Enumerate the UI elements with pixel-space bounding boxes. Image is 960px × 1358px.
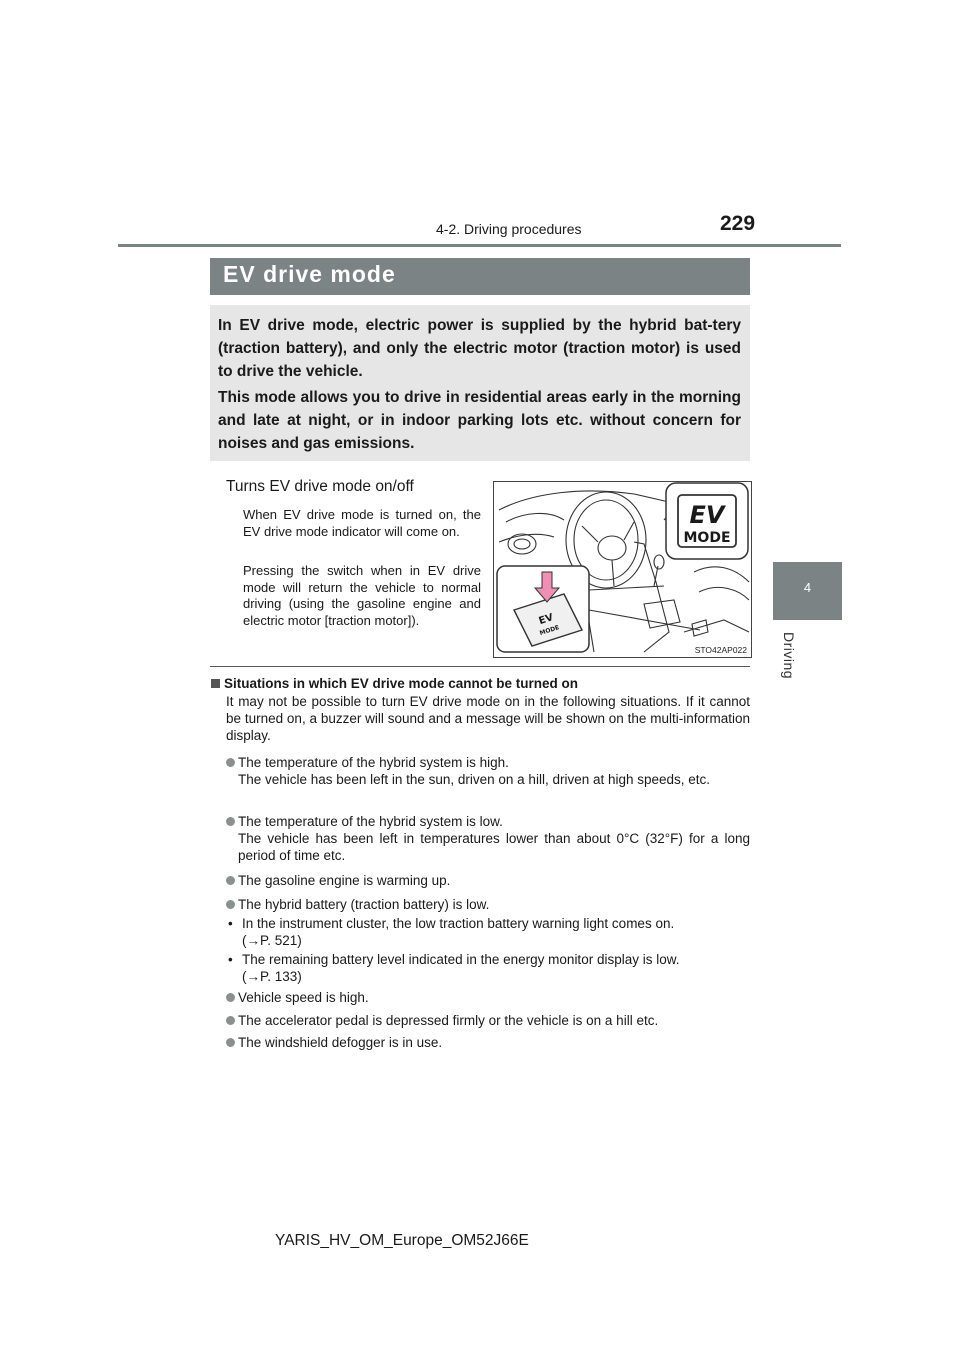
notes-intro: It may not be possible to turn EV drive mode on in the following situations. If it cannot be turned on, a buzzer will sound and a message will be shown on the multi-information display. xyxy=(226,694,750,743)
intro-paragraph-2: This mode allows you to drive in residential areas early in the morning and late at night, or in indoor parking lots etc. without concern for noises and gas emissions. xyxy=(218,389,741,452)
sub-bullet-text: The remaining battery level indicated in the energy monitor display is low. xyxy=(242,952,680,967)
bullet-icon xyxy=(226,758,235,767)
bullet-icon xyxy=(226,993,235,1002)
notes-divider xyxy=(210,666,750,667)
bullet-detail: The vehicle has been left in temperatures lower than about 0°C (32°F) for a long period of time etc. xyxy=(238,831,750,863)
chapter-number: 4 xyxy=(803,580,812,595)
bullet-icon xyxy=(226,1016,235,1025)
sub-bullet-marker: • xyxy=(228,916,233,931)
header-rule xyxy=(118,244,841,247)
bullet-item xyxy=(226,754,750,788)
bullet-item xyxy=(226,1012,750,1029)
bullet-item xyxy=(226,872,750,889)
svg-text:EV: EV xyxy=(537,612,555,628)
bullet-item xyxy=(226,813,750,864)
intro-paragraph-1: In EV drive mode, electric power is supplied by the hybrid bat-tery (traction battery), and only the electric motor (traction motor) is used to drive the vehicle. xyxy=(218,317,741,380)
bullet-item xyxy=(226,896,750,913)
sub-bullet-item xyxy=(228,951,750,985)
figure-mode-label: MODE xyxy=(683,530,731,546)
page-reference: (→P. 133) xyxy=(242,969,302,984)
square-bullet-icon xyxy=(211,679,220,688)
bullet-text: The windshield defogger is in use. xyxy=(238,1035,443,1050)
svg-text:MODE: MODE xyxy=(538,624,561,638)
bullet-detail: The vehicle has been left in the sun, driven on a hill, driven at high speeds, etc. xyxy=(238,772,711,787)
bullet-item xyxy=(226,1034,750,1051)
switch-description-2: Pressing the switch when in EV drive mode will return the vehicle to normal driving (using the gasoline engine and electric motor [traction motor]). xyxy=(243,563,481,628)
ev-mode-switch-figure xyxy=(493,481,752,658)
sub-bullet-text: In the instrument cluster, the low traction battery warning light comes on. xyxy=(242,916,675,931)
chapter-side-label xyxy=(781,632,803,712)
notes-heading xyxy=(211,676,578,691)
bullet-text: Vehicle speed is high. xyxy=(238,990,369,1005)
page-reference: (→P. 521) xyxy=(242,933,302,948)
footer-document-code: YARIS_HV_OM_Europe_OM52J66E xyxy=(275,1232,529,1249)
bullet-icon xyxy=(226,876,235,885)
dashboard-illustration xyxy=(494,482,751,657)
intro-box xyxy=(210,305,750,461)
bullet-icon xyxy=(226,1038,235,1047)
switch-heading: Turns EV drive mode on/off xyxy=(226,478,414,495)
chapter-label: Driving xyxy=(781,632,797,680)
sub-bullet-marker: • xyxy=(228,952,233,967)
notes-heading-text: Situations in which EV drive mode cannot be turned on xyxy=(224,676,579,691)
bullet-text: The hybrid battery (traction battery) is low. xyxy=(238,897,490,912)
page-number: 229 xyxy=(720,212,756,235)
bullet-title: The temperature of the hybrid system is high. xyxy=(238,755,509,770)
switch-description-1: When EV drive mode is turned on, the EV drive mode indicator will come on. xyxy=(243,507,481,539)
chapter-tab xyxy=(773,562,842,620)
bullet-icon xyxy=(226,900,235,909)
bullet-item xyxy=(226,989,750,1006)
bullet-title: The temperature of the hybrid system is low. xyxy=(238,814,503,829)
sub-bullet-item xyxy=(228,915,750,949)
figure-ev-label: EV xyxy=(689,501,725,529)
section-reference: 4-2. Driving procedures xyxy=(436,221,582,237)
section-title-bar xyxy=(210,258,750,295)
bullet-icon xyxy=(226,817,235,826)
figure-code: STO42AP022 xyxy=(694,645,747,655)
bullet-text: The accelerator pedal is depressed firmly or the vehicle is on a hill etc. xyxy=(238,1013,659,1028)
bullet-text: The gasoline engine is warming up. xyxy=(238,873,451,888)
section-title: EV drive mode xyxy=(223,261,396,287)
